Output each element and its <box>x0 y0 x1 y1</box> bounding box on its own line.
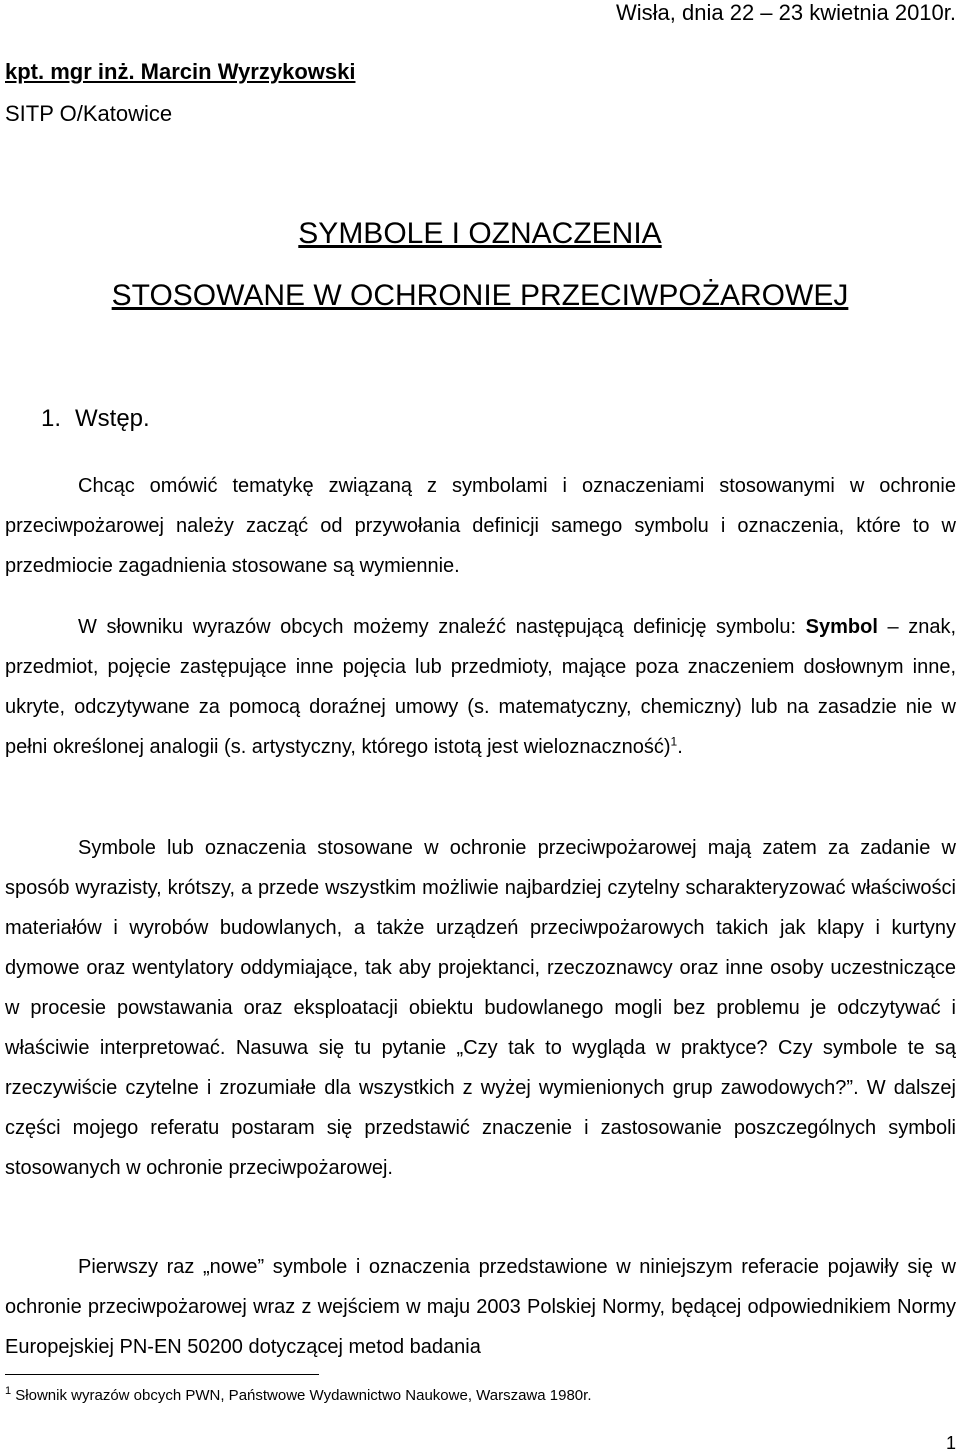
definition-end: . <box>677 736 683 758</box>
paragraph-intro: Chcąc omówić tematykę związaną z symbolami i oznaczeniami stosowanymi w ochronie przeciwpożarowej należy zacząć od przywołania definicji samego symbolu i oznaczenia, które to w przedmiocie zagadnienia stosowane są wymiennie. <box>5 475 956 577</box>
organization: SITP O/Katowice <box>5 101 173 126</box>
section-heading <box>41 404 150 434</box>
section-number: 1. <box>41 405 62 432</box>
footnote-separator <box>5 1374 319 1375</box>
page-number: 1 <box>945 1433 956 1453</box>
footnote-number: 1 <box>5 1385 12 1397</box>
title-line-2: STOSOWANE W OCHRONIE PRZECIWPOŻAROWEJ <box>111 279 849 312</box>
definition-text: – znak, przedmiot, pojęcie zastępujące inne pojęcia lub przedmioty, mające poza znaczeniem dosłownym inne, ukryte, odczytywane za pomocą doraźnej umowy (s. matematyczny, chemiczny) lub na zasadzie nie w pełni określonej analogii (s. artystyczny, którego istotą jest wieloznaczność) <box>5 616 956 758</box>
paragraph-definition <box>5 607 956 767</box>
footnote <box>5 1386 591 1406</box>
footnote-text: Słownik wyrazów obcych PWN, Państwowe Wydawnictwo Naukowe, Warszawa 1980r. <box>11 1387 592 1404</box>
definition-term: Symbol <box>805 616 878 638</box>
footnote-reference[interactable]: 1 <box>670 734 678 749</box>
date-line: Wisła, dnia 22 – 23 kwietnia 2010r. <box>616 0 956 25</box>
section-title: Wstęp. <box>75 405 150 432</box>
title-line-1: SYMBOLE I OZNACZENIA <box>298 217 662 250</box>
paragraph-history: Pierwszy raz „nowe” symbole i oznaczenia przedstawione w niniejszym referacie pojawiły się w ochronie przeciwpożarowej wraz z wejściem w maju 2003 Polskiej Normy, będącej odpowiednikiem Normy Europejskiej PN-EN 50200 dotyczącej metod badania <box>5 1256 956 1358</box>
paragraph-purpose: Symbole lub oznaczenia stosowane w ochronie przeciwpożarowej mają zatem za zadanie w sposób wyrazisty, krótszy, a przede wszystkim możliwie najbardziej czytelny scharakteryzować właściwości materiałów i wyrobów budowlanych, a także urządzeń przeciwpożarowych takich jak klapy i kurtyny dymowe oraz wentylatory oddymiające, tak aby projektanci, rzeczoznawcy oraz inne osoby uczestniczące w procesie powstawania oraz eksploatacji obiektu budowlanego mogli bez problemu je odczytywać i właściwie interpretować. Nasuwa się tu pytanie „Czy tak to wygląda w praktyce? Czy symbole te są rzeczywiście czytelne i zrozumiałe dla wszystkich z wyżej wymienionych grup zawodowych?”. W dalszej części mojego referatu postaram się przedstawić znaczenie i zastosowanie poszczególnych symboli stosowanych w ochronie przeciwpożarowej. <box>5 837 956 1179</box>
author-name: kpt. mgr inż. Marcin Wyrzykowski <box>5 59 356 84</box>
definition-intro: W słowniku wyrazów obcych możemy znaleźć następującą definicję symbolu: <box>78 616 797 638</box>
